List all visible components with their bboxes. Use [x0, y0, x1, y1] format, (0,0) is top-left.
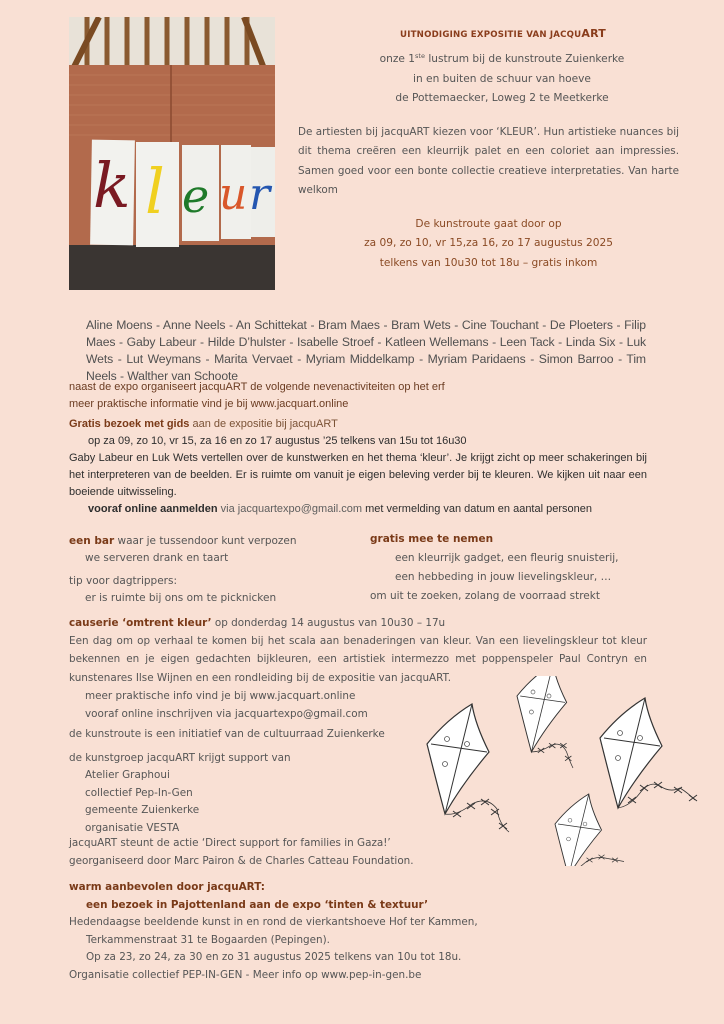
causerie-info[interactable]: meer praktische info vind je bij www.jacquart.online	[85, 689, 356, 702]
side-activities-line-1: naast de expo organiseert jacquART de volgende nevenactiviteiten op het erf	[69, 381, 445, 393]
recommendation-line-3: Op za 23, zo 24, za 30 en zo 31 augustus 2025 telkens van 10u tot 18u.	[86, 951, 462, 963]
intro-line-3: de Pottemaecker, Loweg 2 te Meetkerke	[395, 92, 609, 104]
side-activities-intro	[69, 379, 649, 412]
signup-rest: met vermelding van datum en aantal personen	[362, 503, 592, 515]
causerie-heading-rest: op donderdag 14 augustus van 10u30 – 17u	[211, 617, 446, 629]
dates-line-3: telkens van 10u30 tot 18u – gratis inkom	[379, 256, 598, 269]
tip-line: er is ruimte bij ons om te picknicken	[85, 592, 277, 604]
causerie-heading	[69, 614, 647, 632]
banner-letter-l: l	[145, 155, 165, 228]
recommendation-subheading: een bezoek in Pajottenland aan de expo ‘tinten & textuur’	[86, 898, 429, 911]
description: De artiesten bij jacquART kiezen voor ‘KLEUR’. Hun artistieke nuances bij dit thema creëren een kleurrijk palet en een coloriet aan impressies. Samen goed voor een bonte collectie creatieve interpretaties. Van harte welkom	[298, 125, 679, 196]
guided-tour-heading-bold: Gratis bezoek met gids	[69, 418, 190, 430]
intro-line-1	[298, 47, 706, 70]
kite-icon	[427, 704, 509, 832]
initiative-line: de kunstroute is een initiatief van de cultuurraad Zuienkerke	[69, 728, 385, 740]
header-column	[298, 27, 718, 273]
free-items-heading: gratis mee te nemen	[370, 533, 494, 545]
guided-tour-section	[69, 416, 649, 518]
banner-letter-r: r	[249, 169, 271, 220]
dates	[298, 215, 679, 274]
free-items-line-3: om uit te zoeken, zolang de voorraad strekt	[370, 590, 600, 602]
recommendation-line-2: Terkammenstraat 31 te Bogaarden (Pepingen).	[86, 933, 330, 946]
support-intro: de kunstgroep jacquART krijgt support van	[69, 751, 291, 764]
kleur-banner-photo	[69, 17, 275, 290]
bar-heading-rest: waar je tussendoor kunt verpozen	[114, 535, 297, 547]
intro-line-1-pre: onze 1	[379, 53, 416, 65]
title-suffix: ART	[581, 27, 606, 40]
banner-letter-k: k	[93, 149, 131, 222]
intro-line-1-sup: ste	[415, 52, 425, 60]
barn-photo-illustration	[69, 17, 275, 290]
gaza-line-1: jacquART steunt de actie ‘Direct support for families in Gaza!’	[69, 837, 391, 849]
kite-icon	[555, 794, 624, 866]
bar-section	[69, 533, 329, 607]
signup-via: via	[217, 503, 238, 515]
causerie-signup[interactable]: vooraf online inschrijven via jacquartexpo@gmail.com	[85, 708, 368, 721]
free-items-line-1: een kleurrijk gadget, een fleurig snuisterij,	[395, 552, 619, 564]
guided-tour-dates: op za 09, zo 10, vr 15, za 16 en zo 17 augustus ’25 telkens van 15u tot 16u30	[88, 435, 467, 447]
gaza-line-2: georganiseerd door Marc Pairon & de Charles Catteau Foundation.	[69, 854, 414, 867]
intro	[298, 47, 718, 109]
free-items-section	[370, 530, 670, 606]
bar-heading	[69, 533, 329, 550]
side-activities-line-2: meer praktische informatie vind je bij www.jacquart.online	[69, 397, 349, 410]
signup-email[interactable]: jacquartexpo@gmail.com	[237, 503, 363, 515]
guided-tour-heading	[69, 416, 649, 433]
banner-letter-e: e	[182, 169, 210, 223]
causerie-body: Een dag om op verhaal te komen bij het scala aan benaderingen van kleur. Van een lievelingskleur tot kleur bekennen en je eigen gedachten bijkleuren, een artistiek intermezzo met poppenspeler Paul Contryn en kunstenares Ilse Wijnen en een rondleiding bij de expositie van jacquART.	[69, 635, 647, 684]
kite-icon	[517, 676, 573, 768]
kite-icon	[600, 698, 697, 808]
free-items-line-2: een hebbeding in jouw lievelingskleur, …	[395, 571, 612, 583]
page-title	[298, 27, 718, 40]
org-link[interactable]: op www.pep-in-gen.be	[301, 968, 422, 981]
sponsor-item: collectief Pep-In-Gen	[85, 786, 193, 799]
causerie-heading-bold: causerie ‘omtrent kleur’	[69, 617, 212, 629]
dates-line-2: za 09, zo 10, vr 15,za 16, zo 17 augustus 2025	[364, 237, 613, 249]
recommendation-line-1: Hedendaagse beeldende kunst in en rond de vierkantshoeve Hof ter Kammen,	[69, 916, 478, 928]
sponsor-item: Atelier Graphoui	[85, 769, 170, 781]
support-section	[69, 726, 429, 837]
recommendation-section	[69, 879, 629, 984]
dates-line-1: De kunstroute gaat door op	[415, 217, 562, 230]
signup-bold: vooraf online aanmelden	[88, 503, 218, 515]
sponsor-item: organisatie VESTA	[85, 821, 180, 834]
tip-heading: tip voor dagtrippers:	[69, 575, 177, 587]
banner-letter-u: u	[219, 169, 248, 220]
guided-tour-body: Gaby Labeur en Luk Wets vertellen over de kunstwerken en het thema ‘kleur’. Je krijgt zicht op meer schakeringen bij het interpreteren van de beelden. Er is ruimte om vanuit je eigen beleving verder bij te kleuren. We kijken uit naar een boeiende uitwisseling.	[69, 452, 647, 498]
kites-illustration	[415, 676, 720, 866]
sponsor-item: gemeente Zuienkerke	[85, 804, 200, 816]
intro-line-2: in en buiten de schuur van hoeve	[413, 72, 591, 85]
title-prefix: UITNODIGING EXPOSITIE VAN JACQU	[400, 30, 582, 40]
recommendation-org	[69, 967, 629, 985]
guided-tour-signup	[69, 501, 649, 518]
guided-tour-heading-rest: aan de expositie bij jacquART	[189, 418, 338, 430]
bar-line-2: we serveren drank en taart	[85, 552, 229, 564]
intro-line-1-post: lustrum bij de kunstroute Zuienkerke	[424, 53, 625, 65]
bar-heading-bold: een bar	[69, 535, 115, 547]
recommendation-heading: warm aanbevolen door jacquART:	[69, 881, 265, 893]
artists-list: Aline Moens - Anne Neels - An Schittekat - Bram Maes - Bram Wets - Cine Touchant - De Ploeters - Filip Maes - Gaby Labeur - Hilde D’hulster - Isabelle Stroef - Katleen Wellemans - Leen Tack - Linda Six - Luk Wets - Lut Weymans - Marita Vervaet - Myriam Middelkamp - Myriam Paridaens - Simon Barroo - Tim Neels - Walther van Schoote	[86, 318, 646, 383]
org-text: Organisatie collectief PEP-IN-GEN - Meer info	[69, 968, 302, 981]
